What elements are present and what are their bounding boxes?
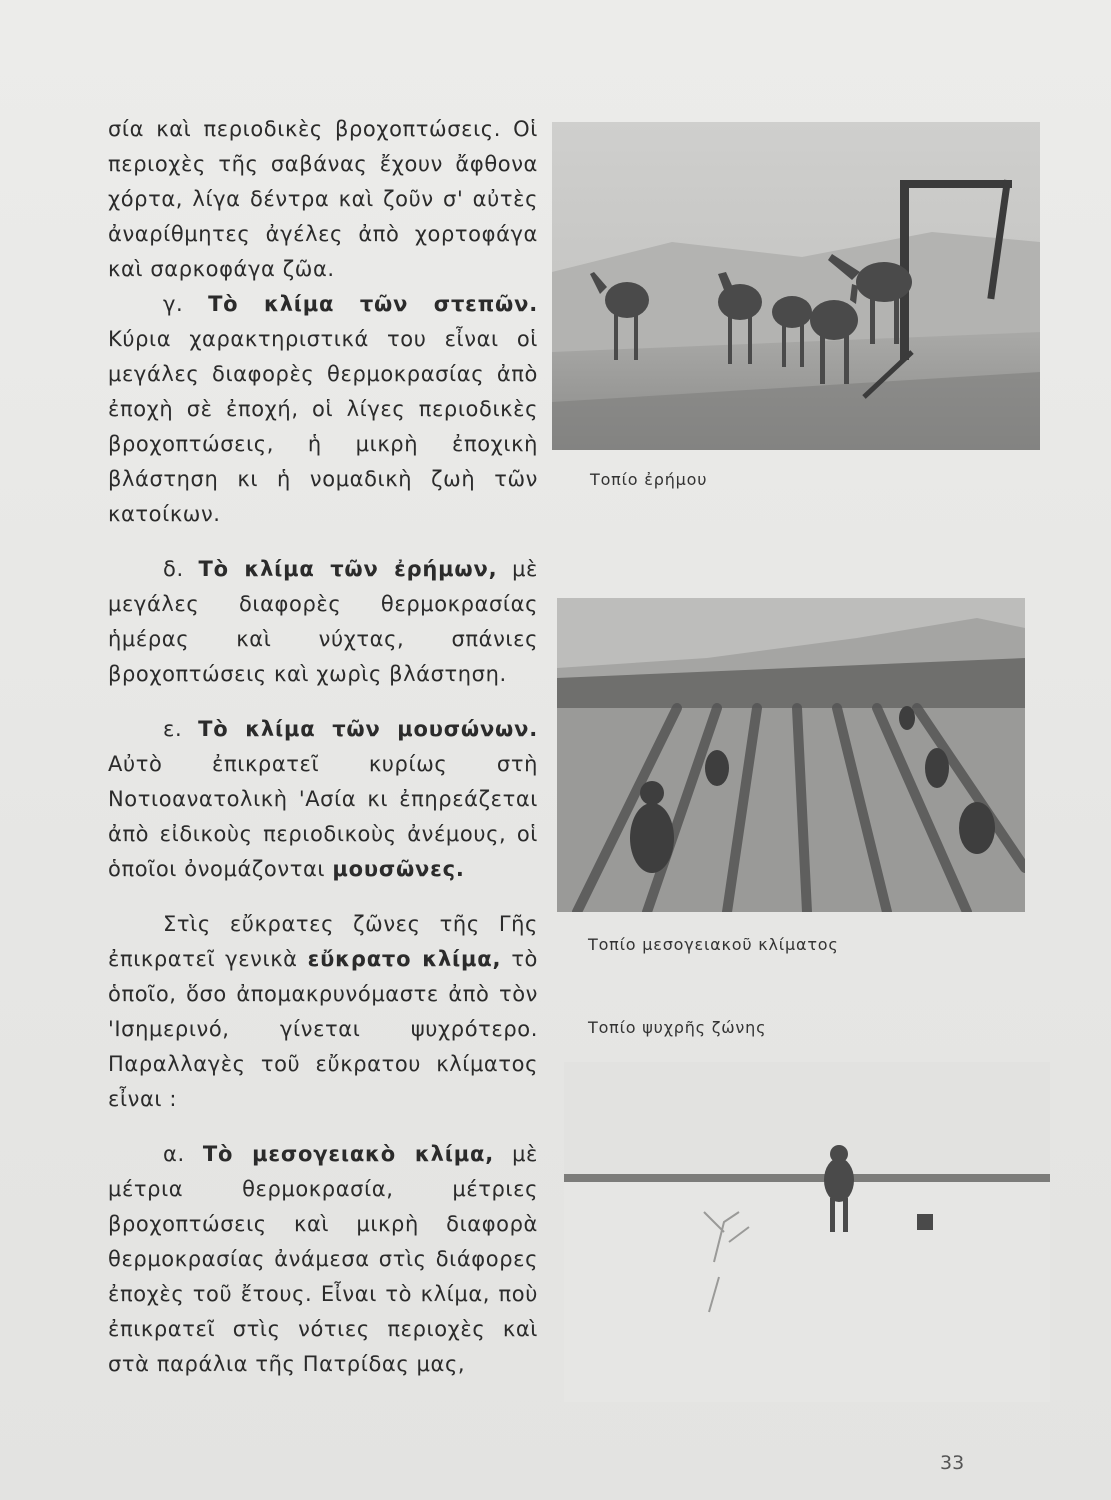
paragraph-p2 [108,287,538,532]
paragraph-p5 [108,907,538,1117]
text-run: μὲ μέτρια θερμοκρασία, μέτριες βροχοπτώσεις καὶ μικρὴ διαφορὰ θερμοκρασίας ἀνάμεσα στὶς διάφορες ἐποχὲς τοῦ ἔτους. Εἶναι τὸ κλίμα, ποὺ ἐπικρατεῖ στὶς νότιες περιοχὲς καὶ στὰ παράλια τῆς Πατρίδας μας, [108,1142,538,1376]
text-run: σία καὶ περιοδικὲς βροχοπτώσεις. Οἱ περιοχὲς τῆς σαβάνας ἔχουν ἄφθονα χόρτα, λίγα δέντρα καὶ ζοῦν σ' αὐτὲς ἀναρίθμητες ἀγέλες ἀπὸ χορτοφάγα καὶ σαρκοφάγα ζῶα. [108,117,538,281]
text-run: Στὶς εὔκρατες ζῶνες τῆς Γῆς ἐπικρατεῖ γενικὰ [108,912,538,971]
text-run: Κύρια χαρακτηριστικά του εἶναι οἱ μεγάλες διαφορὲς θερμοκρασίας ἀπὸ ἐποχὴ σὲ ἐποχή, οἱ λίγες περιοδικὲς βροχοπτώσεις, ἡ μικρὴ ἐποχικὴ βλάστηση κι ἡ νομαδικὴ ζωὴ τῶν κατοίκων. [108,327,538,526]
desert-caption: Τοπίο ἐρήμου [590,470,708,489]
bold-term: εὔκρατο κλίμα, [307,947,502,971]
bold-term: Τὸ κλίμα τῶν στεπῶν. [208,292,538,316]
text-run: ε. [163,717,199,741]
text-run: δ. [163,557,199,581]
cold-zone-photo [564,1062,1050,1402]
bold-term: Τὸ κλίμα τῶν ἐρήμων, [198,557,498,581]
desert-photo [552,122,1040,450]
paragraph-p3 [108,552,538,692]
mediterranean-photo [557,598,1025,912]
bold-term: Τὸ κλίμα τῶν μουσώνων. [198,717,538,741]
text-run: τὸ ὁποῖο, ὅσο ἀπομακρυνόμαστε ἀπὸ τὸν 'Ισημερινό, γίνεται ψυχρότερο. Παραλλαγὲς τοῦ εὔκρατου κλίματος εἶναι : [108,947,539,1111]
text-run: Αὐτὸ ἐπικρατεῖ κυρίως στὴ Νοτιοανατολικὴ 'Ασία κι ἐπηρεάζεται ἀπὸ εἰδικοὺς περιοδικοὺς ἀνέμους, οἱ ὁποῖοι ὀνομάζονται [108,752,538,881]
text-run: μὲ μεγάλες διαφορὲς θερμοκρασίας ἡμέρας καὶ νύχτας, σπάνιες βροχοπτώσεις καὶ χωρὶς βλάστηση. [108,557,539,686]
paragraph-p1 [108,112,538,287]
paragraph-p4 [108,712,538,887]
paragraph-p6 [108,1137,538,1382]
mediterranean-caption: Τοπίο μεσογειακοῦ κλίματος [588,935,839,954]
page-number: 33 [940,1452,965,1474]
text-run: γ. [163,292,209,316]
cold-caption: Τοπίο ψυχρῆς ζώνης [588,1018,767,1037]
bold-term: μουσῶνες. [332,857,465,881]
text-column [108,112,538,1382]
text-run: α. [163,1142,203,1166]
bold-term: Τὸ μεσογειακὸ κλίμα, [202,1142,494,1166]
